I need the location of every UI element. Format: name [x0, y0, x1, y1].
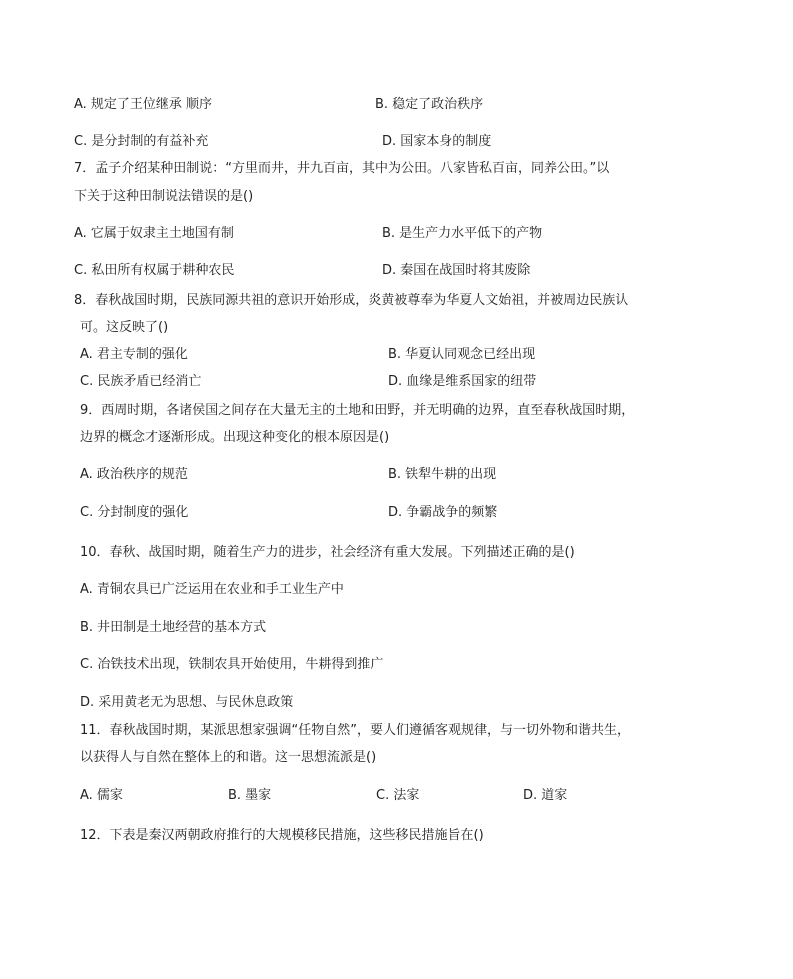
q11-stem-line-2: 以获得人与自然在整体上的和谐。这一思想流派是()	[80, 750, 377, 765]
q6-option-a: A. 规定了王位继承 顺序	[74, 97, 213, 112]
q9-stem-line-1: 9．西周时期，各诸侯国之间存在大量无主的土地和田野，并无明确的边界，直至春秋战国时期，	[80, 403, 635, 418]
q8-option-d: D. 血缘是维系国家的纽带	[388, 374, 537, 389]
q7-option-b: B. 是生产力水平低下的产物	[382, 226, 543, 241]
q6-option-b: B. 稳定了政治秩序	[375, 97, 484, 112]
q9-option-c: C. 分封制度的强化	[80, 505, 189, 520]
q8-stem-line-1: 8．春秋战国时期，民族同源共祖的意识开始形成，炎黄被尊奉为华夏人文始祖，并被周边民族认	[74, 293, 629, 308]
q7-option-c: C. 私田所有权属于耕种农民	[74, 263, 235, 278]
q6-option-d: D. 国家本身的制度	[382, 134, 492, 149]
q10-option-d: D. 采用黄老无为思想、与民休息政策	[80, 695, 294, 710]
q8-option-a: A. 君主专制的强化	[80, 347, 188, 362]
q12-stem: 12．下表是秦汉两朝政府推行的大规模移民措施，这些移民措施旨在()	[80, 828, 484, 843]
q7-option-d: D. 秦国在战国时将其废除	[382, 263, 531, 278]
q7-option-a: A. 它属于奴隶主土地国有制	[74, 226, 234, 241]
q8-option-b: B. 华夏认同观念已经出现	[388, 347, 536, 362]
q9-option-a: A. 政治秩序的规范	[80, 467, 188, 482]
q9-option-b: B. 铁犁牛耕的出现	[388, 467, 497, 482]
q11-option-b: B. 墨家	[228, 788, 272, 803]
q11-option-c: C. 法家	[376, 788, 420, 803]
q7-stem-line-1: 7．孟子介绍某种田制说：“方里而井，井九百亩，其中为公田。八家皆私百亩，同养公田。”以	[74, 161, 610, 176]
q10-option-a: A. 青铜农具已广泛运用在农业和手工业生产中	[80, 582, 344, 597]
q10-stem: 10．春秋、战国时期，随着生产力的进步，社会经济有重大发展。下列描述正确的是()	[80, 545, 575, 560]
q10-option-c: C. 冶铁技术出现，铁制农具开始使用，牛耕得到推广	[80, 657, 384, 672]
q7-stem-line-2: 下关于这种田制说法错误的是()	[74, 189, 254, 204]
q6-option-c: C. 是分封制的有益补充	[74, 134, 209, 149]
q10-option-b: B. 井田制是土地经营的基本方式	[80, 620, 267, 635]
q8-option-c: C. 民族矛盾已经消亡	[80, 374, 202, 389]
q11-stem-line-1: 11．春秋战国时期，某派思想家强调“任物自然”，要人们遵循客观规律，与一切外物和谐共生，	[80, 723, 631, 738]
q8-stem-line-2: 可。这反映了()	[80, 320, 169, 335]
q9-option-d: D. 争霸战争的频繁	[388, 505, 498, 520]
q11-option-a: A. 儒家	[80, 788, 123, 803]
q9-stem-line-2: 边界的概念才逐渐形成。出现这种变化的根本原因是()	[80, 430, 390, 445]
q11-option-d: D. 道家	[523, 788, 568, 803]
